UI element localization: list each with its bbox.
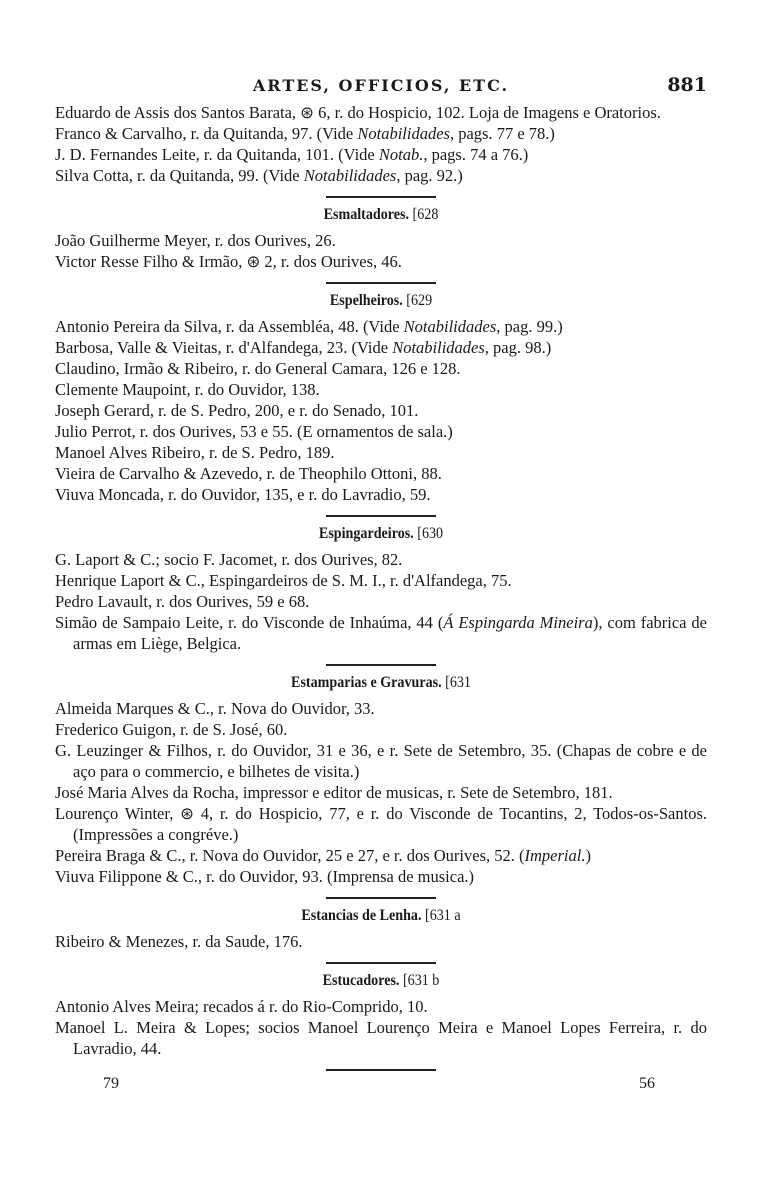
section-divider [326, 664, 436, 666]
list-entry [55, 251, 707, 272]
list-entry [55, 845, 707, 866]
entry-text: Clemente Maupoint, r. do Ouvidor, 138. [55, 380, 320, 399]
list-entry [55, 400, 707, 421]
document-page [55, 76, 707, 1099]
section-title: Esmaltadores. [323, 206, 410, 223]
list-entry [55, 698, 707, 719]
section-divider [326, 282, 436, 284]
section-title: Espingardeiros. [318, 525, 414, 542]
entry-text: Claudino, Irmão & Ribeiro, r. do General Camara, 126 e 128. [55, 359, 461, 378]
list-entry [55, 337, 707, 358]
italic-text: Notabilidades [392, 338, 485, 357]
entry-text: Franco & Carvalho, r. da Quitanda, 97. (Vide [55, 124, 358, 143]
entry-text: , pag. 99.) [496, 317, 563, 336]
entry-text: Viuva Filippone & C., r. do Ouvidor, 93. (Imprensa de musica.) [55, 867, 475, 886]
list-entry [55, 740, 707, 782]
section-heading [94, 204, 668, 225]
header-title: ARTES, OFFICIOS, ETC. [252, 76, 510, 95]
entry-text: João Guilherme Meyer, r. dos Ourives, 26. [55, 231, 336, 250]
list-entry [55, 379, 707, 400]
section-title: Estancias de Lenha. [301, 907, 422, 924]
italic-text: Imperial. [524, 846, 586, 865]
section-heading [94, 970, 668, 991]
section-number: [630 [417, 525, 444, 542]
entry-text: Henrique Laport & C., Espingardeiros de S. M. I., r. d'Alfandega, 75. [55, 571, 512, 590]
list-entry [55, 570, 707, 591]
section-divider [326, 962, 436, 964]
italic-text: Notabilidades [403, 317, 497, 336]
entry-text: G. Leuzinger & Filhos, r. do Ouvidor, 31 e 36, e r. Sete de Setembro, 35. (Chapas de cobre e de aço para o commercio, e bilhetes de visita.) [55, 741, 707, 781]
section-heading [94, 523, 668, 544]
entry-text: G. Laport & C.; socio F. Jacomet, r. dos Ourives, 82. [55, 550, 403, 569]
list-entry [55, 549, 707, 570]
list-entry [55, 102, 707, 123]
list-entry [55, 165, 707, 186]
entry-text: J. D. Fernandes Leite, r. da Quitanda, 101. (Vide [55, 145, 379, 164]
section-title: Estucadores. [322, 972, 400, 989]
list-entry [55, 230, 707, 251]
section-title: Espelheiros. [329, 292, 403, 309]
running-header [55, 76, 707, 102]
section-number: [631 [445, 674, 471, 691]
entry-text: Pedro Lavault, r. dos Ourives, 59 e 68. [55, 592, 310, 611]
entry-text: José Maria Alves da Rocha, impressor e editor de musicas, r. Sete de Setembro, 181. [55, 783, 613, 802]
section-number: [628 [412, 206, 439, 223]
list-entry [55, 782, 707, 803]
entry-text: Viuva Moncada, r. do Ouvidor, 135, e r. do Lavradio, 59. [55, 485, 431, 504]
list-entry [55, 1017, 707, 1059]
italic-text: Á Espingarda Mineira [443, 613, 593, 632]
italic-text: Notabilidades [357, 124, 450, 143]
section-heading [94, 672, 668, 693]
list-entry [55, 803, 707, 845]
italic-text: Notabilidades [303, 166, 397, 185]
entry-text: Joseph Gerard, r. de S. Pedro, 200, e r. do Senado, 101. [55, 401, 419, 420]
list-entry [55, 719, 707, 740]
section-number: [629 [406, 292, 433, 309]
section-heading [94, 905, 668, 926]
list-entry [55, 463, 707, 484]
entry-text: , pag. 92.) [396, 166, 463, 185]
list-entry [55, 931, 707, 952]
list-entry [55, 442, 707, 463]
entry-text: Antonio Pereira da Silva, r. da Assembléa, 48. (Vide [55, 317, 404, 336]
section-divider [326, 1069, 436, 1071]
entry-text: Pereira Braga & C., r. Nova do Ouvidor, 25 e 27, e r. dos Ourives, 52. ( [55, 846, 525, 865]
list-entry [55, 996, 707, 1017]
list-entry [55, 316, 707, 337]
entry-text: Manoel Alves Ribeiro, r. de S. Pedro, 189. [55, 443, 335, 462]
entry-text: Julio Perrot, r. dos Ourives, 53 e 55. (E ornamentos de sala.) [55, 422, 453, 441]
entry-text: ) [585, 846, 591, 865]
section-divider [326, 515, 436, 517]
section-number: [631 a [425, 907, 461, 924]
entry-text: Lourenço Winter, ⊛ 4, r. do Hospicio, 77, e r. do Visconde de Tocantins, 2, Todos-os-Santos. (Impressões a congréve.) [55, 804, 707, 844]
footer-left-number: 79 [103, 1075, 119, 1092]
footer-right-number: 56 [639, 1075, 655, 1092]
entry-text: Ribeiro & Menezes, r. da Saude, 176. [55, 932, 303, 951]
entry-text: Frederico Guigon, r. de S. José, 60. [55, 720, 288, 739]
italic-text: Notab. [378, 145, 424, 164]
entry-text: Victor Resse Filho & Irmão, ⊛ 2, r. dos Ourives, 46. [55, 252, 402, 271]
list-entry [55, 591, 707, 612]
sections [55, 196, 707, 1071]
list-entry [55, 484, 707, 505]
section-divider [326, 196, 436, 198]
section-number: [631 b [402, 972, 440, 989]
entry-text: Antonio Alves Meira; recados á r. do Rio-Comprido, 10. [55, 997, 428, 1016]
entry-text: Manoel L. Meira & Lopes; socios Manoel Lourenço Meira e Manoel Lopes Ferreira, r. do Lavradio, 44. [55, 1018, 707, 1058]
section-title: Estamparias e Gravuras. [291, 674, 442, 691]
list-entry [55, 612, 707, 654]
entry-text: , pags. 77 e 78.) [449, 124, 555, 143]
intro-entries [55, 102, 707, 186]
entry-text: Almeida Marques & C., r. Nova do Ouvidor, 33. [55, 699, 375, 718]
section-heading [94, 290, 668, 311]
entry-text: ), com fabrica de armas em Liège, Belgica. [73, 613, 707, 653]
entry-text: Vieira de Carvalho & Azevedo, r. de Theophilo Ottoni, 88. [55, 464, 442, 483]
entry-text: Simão de Sampaio Leite, r. do Visconde de Inhaúma, 44 ( [55, 613, 444, 632]
entry-text: Eduardo de Assis dos Santos Barata, ⊛ 6, r. do Hospicio, 102. Loja de Imagens e Oratorios. [55, 103, 661, 122]
entry-text: , pags. 74 a 76.) [423, 145, 529, 164]
entry-text: Barbosa, Valle & Vieitas, r. d'Alfandega, 23. (Vide [55, 338, 393, 357]
list-entry [55, 421, 707, 442]
list-entry [55, 123, 707, 144]
entry-text: , pag. 98.) [484, 338, 552, 357]
entry-text: Silva Cotta, r. da Quitanda, 99. (Vide [55, 166, 304, 185]
page-number: 881 [667, 74, 707, 96]
list-entry [55, 144, 707, 165]
section-divider [326, 897, 436, 899]
list-entry [55, 358, 707, 379]
page-footer [55, 1075, 707, 1099]
list-entry [55, 866, 707, 887]
